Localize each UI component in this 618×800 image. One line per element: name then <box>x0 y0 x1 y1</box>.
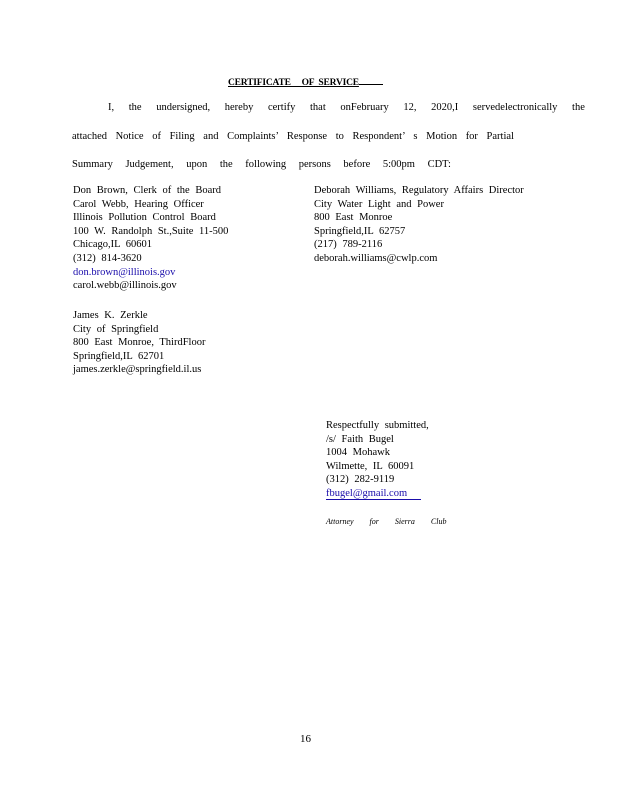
body-line-1: I, the undersigned, hereby certify that onFebruary 12, 2020,I servedelectronically the <box>108 102 585 113</box>
recipient-line: James K. Zerkle <box>73 310 148 321</box>
signature-line: /s/ Faith Bugel <box>326 433 394 445</box>
certificate-title <box>228 75 383 88</box>
recipient-line: Springfield,IL 62701 <box>73 350 165 362</box>
title-underline-tail <box>359 75 383 85</box>
email-link-faith-bugel[interactable]: fbugel@gmail.com <box>326 488 421 500</box>
recipient-line: Springfield,IL 62757 <box>314 225 406 237</box>
email-link-don-brown[interactable]: don.brown@illinois.gov <box>73 266 176 278</box>
body-line-2: attached Notice of Filing and Complaints’ Response to Respondent’ s Motion for Partial <box>72 131 514 142</box>
email-deborah-williams: deborah.williams@cwlp.com <box>314 252 438 264</box>
recipient-line: City of Springfield <box>73 323 159 335</box>
signature-line: Wilmette, IL 60091 <box>326 460 415 472</box>
recipient-block-city-springfield <box>73 309 205 377</box>
recipient-line: City Water Light and Power <box>314 198 444 210</box>
signature-phone: (312) 282-9119 <box>326 474 395 486</box>
recipient-line: Carol Webb, Hearing Officer <box>73 198 204 210</box>
recipient-line: Don Brown, Clerk of the Board <box>73 185 221 196</box>
email-carol-webb: carol.webb@illinois.gov <box>73 280 177 292</box>
recipient-line: Deborah Williams, Regulatory Affairs Director <box>314 185 524 196</box>
recipient-phone: (312) 814-3620 <box>73 252 142 264</box>
recipient-block-cwlp <box>314 184 524 266</box>
signature-line: 1004 Mohawk <box>326 447 390 459</box>
recipient-line: Illinois Pollution Control Board <box>73 212 216 224</box>
page-number: 16 <box>300 733 311 745</box>
recipient-block-pollution-board <box>73 184 228 293</box>
recipient-line: Chicago,IL 60601 <box>73 239 153 251</box>
recipient-line: 800 East Monroe, ThirdFloor <box>73 337 206 349</box>
signature-line: Respectfully submitted, <box>326 420 429 431</box>
attorney-role: Attorney for Sierra Club <box>326 517 447 526</box>
recipient-line: 100 W. Randolph St.,Suite 11-500 <box>73 225 229 237</box>
certificate-title-text: CERTIFICATE OF SERVICE <box>228 78 359 88</box>
recipient-phone: (217) 789-2116 <box>314 239 383 251</box>
recipient-line: 800 East Monroe <box>314 212 393 224</box>
body-line-3: Summary Judgement, upon the following persons before 5:00pm CDT: <box>72 159 451 170</box>
email-james-zerkle: james.zerkle@springfield.il.us <box>73 364 202 376</box>
signature-block <box>326 419 429 501</box>
